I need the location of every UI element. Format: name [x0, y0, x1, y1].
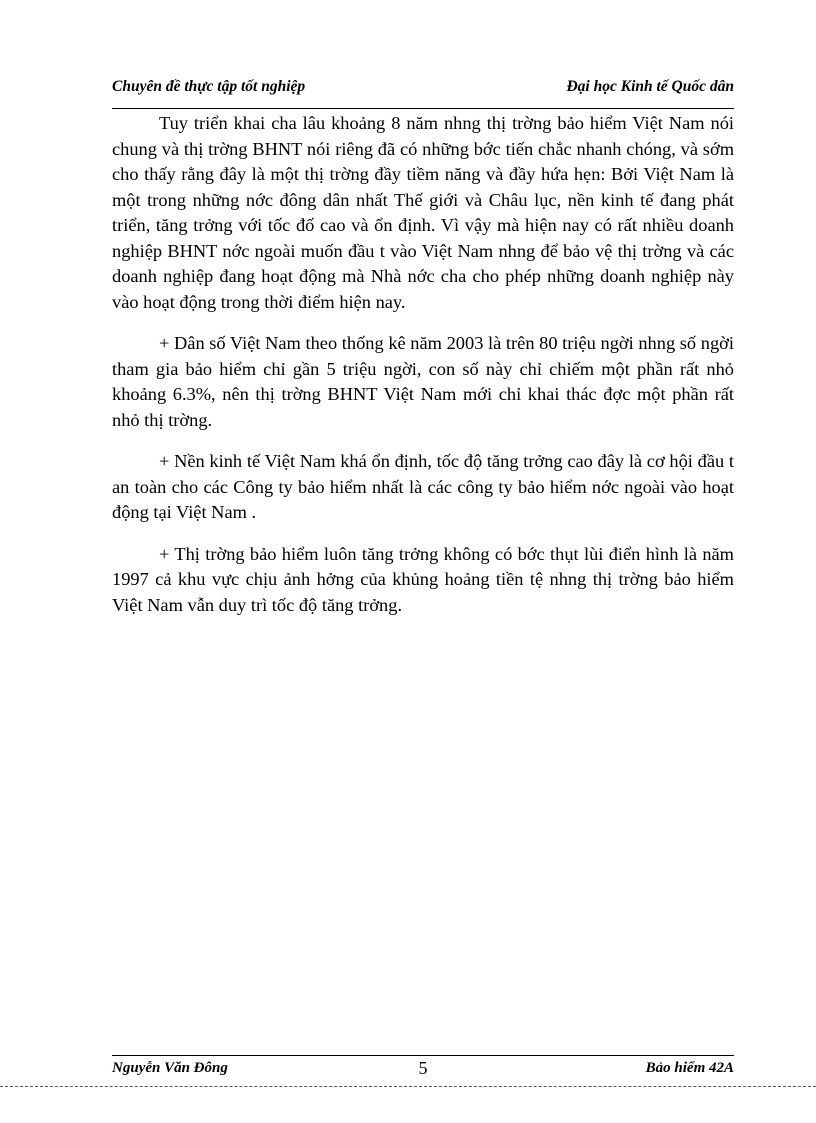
footer-divider [112, 1055, 734, 1056]
paragraph-market-growth: + Thị trờng bảo hiểm luôn tăng trởng không có bớc thụt lùi điển hình là năm 1997 cả khu vực chịu ảnh hởng của khủng hoảng tiền tệ nhng thị trờng bảo hiểm Việt Nam vẫn duy trì tốc độ tăng trởng. [112, 543, 734, 615]
header-title-left: Chuyên đề thực tập tốt nghiệp [112, 78, 306, 95]
page-header [112, 78, 734, 104]
page-break-line [0, 1086, 816, 1087]
header-divider [112, 108, 734, 109]
header-title-right: Đại học Kinh tế Quốc dân [566, 78, 734, 95]
page-number: 5 [418, 1058, 428, 1078]
paragraph-population: + Dân số Việt Nam theo thống kê năm 2003 là trên 80 triệu ngời nhng số ngời tham gia bảo hiểm chỉ gần 5 triệu ngời, con số này chỉ chiếm một phần rất nhỏ khoảng 6.3%, nên thị trờng BHNT Việt Nam mới chỉ khai thác đợc một phần rất nhỏ thị trờng. [112, 333, 734, 430]
footer-author: Nguyễn Văn Đông [112, 1060, 228, 1076]
footer-class: Bảo hiểm 42A [645, 1060, 734, 1076]
paragraph-intro: Tuy triển khai cha lâu khoảng 8 năm nhng thị trờng bảo hiểm Việt Nam nói chung và thị trờng BHNT nói riêng đã có những bớc tiến chắc nhanh chóng, và sớm cho thấy rằng đây là một thị trờng đầy tiềm năng và đầy hứa hẹn: Bởi Việt Nam là một trong những nớc đông dân nhất Thế giới và Châu lục, nền kinh tế đang phát triển, tăng trởng với tốc đố cao và ổn định. Vì vậy mà hiện nay có rất nhiều doanh nghiệp BHNT nớc ngoài muốn đầu t vào Việt Nam nhng để bảo vệ thị trờng và các doanh nghiệp đang hoạt động mà Nhà nớc cha cho phép những doanh nghiệp này vào hoạt động trong thời điểm hiện nay. [112, 113, 734, 312]
paragraph-economy: + Nền kinh tế Việt Nam khá ổn định, tốc độ tăng trởng cao đây là cơ hội đầu t an toàn cho các Công ty bảo hiểm nhất là các công ty bảo hiểm nớc ngoài vào hoạt động tại Việt Nam . [112, 451, 734, 522]
document-body [112, 111, 734, 634]
